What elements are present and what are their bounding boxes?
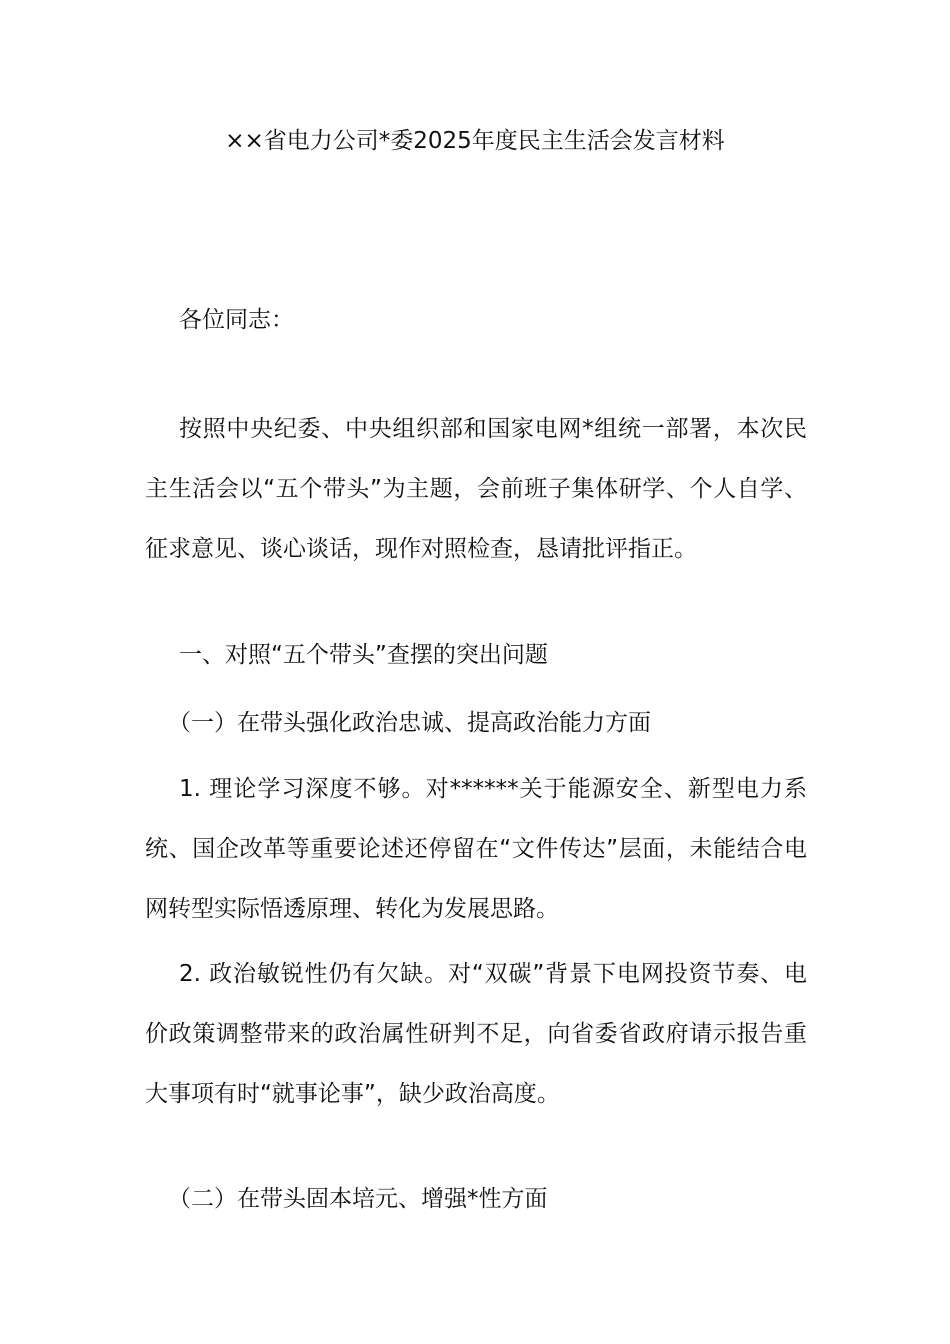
intro-paragraph: 按照中央纪委、中央组织部和国家电网*组统一部署，本次民主生活会以“五个带头”为主题，会前班子集体研学、个人自学、征求意见、谈心谈话，现作对照检查，恳请批评指正。: [145, 416, 807, 562]
subsection-2-heading: （二）在带头固本培元、增强*性方面: [168, 1186, 548, 1212]
item-2-paragraph: 2. 政治敏锐性仍有欠缺。对“双碳”背景下电网投资节奏、电价政策调整带来的政治属性研判不足，向省委省政府请示报告重大事项有时“就事论事”，缺少政治高度。: [145, 961, 807, 1107]
document-title: ××省电力公司*委2025年度民主生活会发言材料: [225, 128, 725, 154]
salutation: 各位同志：: [179, 307, 294, 333]
section-1-heading: 一、对照“五个带头”查摆的突出问题: [179, 642, 548, 668]
item-1-paragraph: 1. 理论学习深度不够。对******关于能源安全、新型电力系统、国企改革等重要论述还停留在“文件传达”层面，未能结合电网转型实际悟透原理、转化为发展思路。: [145, 776, 807, 922]
subsection-1-heading: （一）在带头强化政治忠诚、提高政治能力方面: [168, 710, 651, 736]
